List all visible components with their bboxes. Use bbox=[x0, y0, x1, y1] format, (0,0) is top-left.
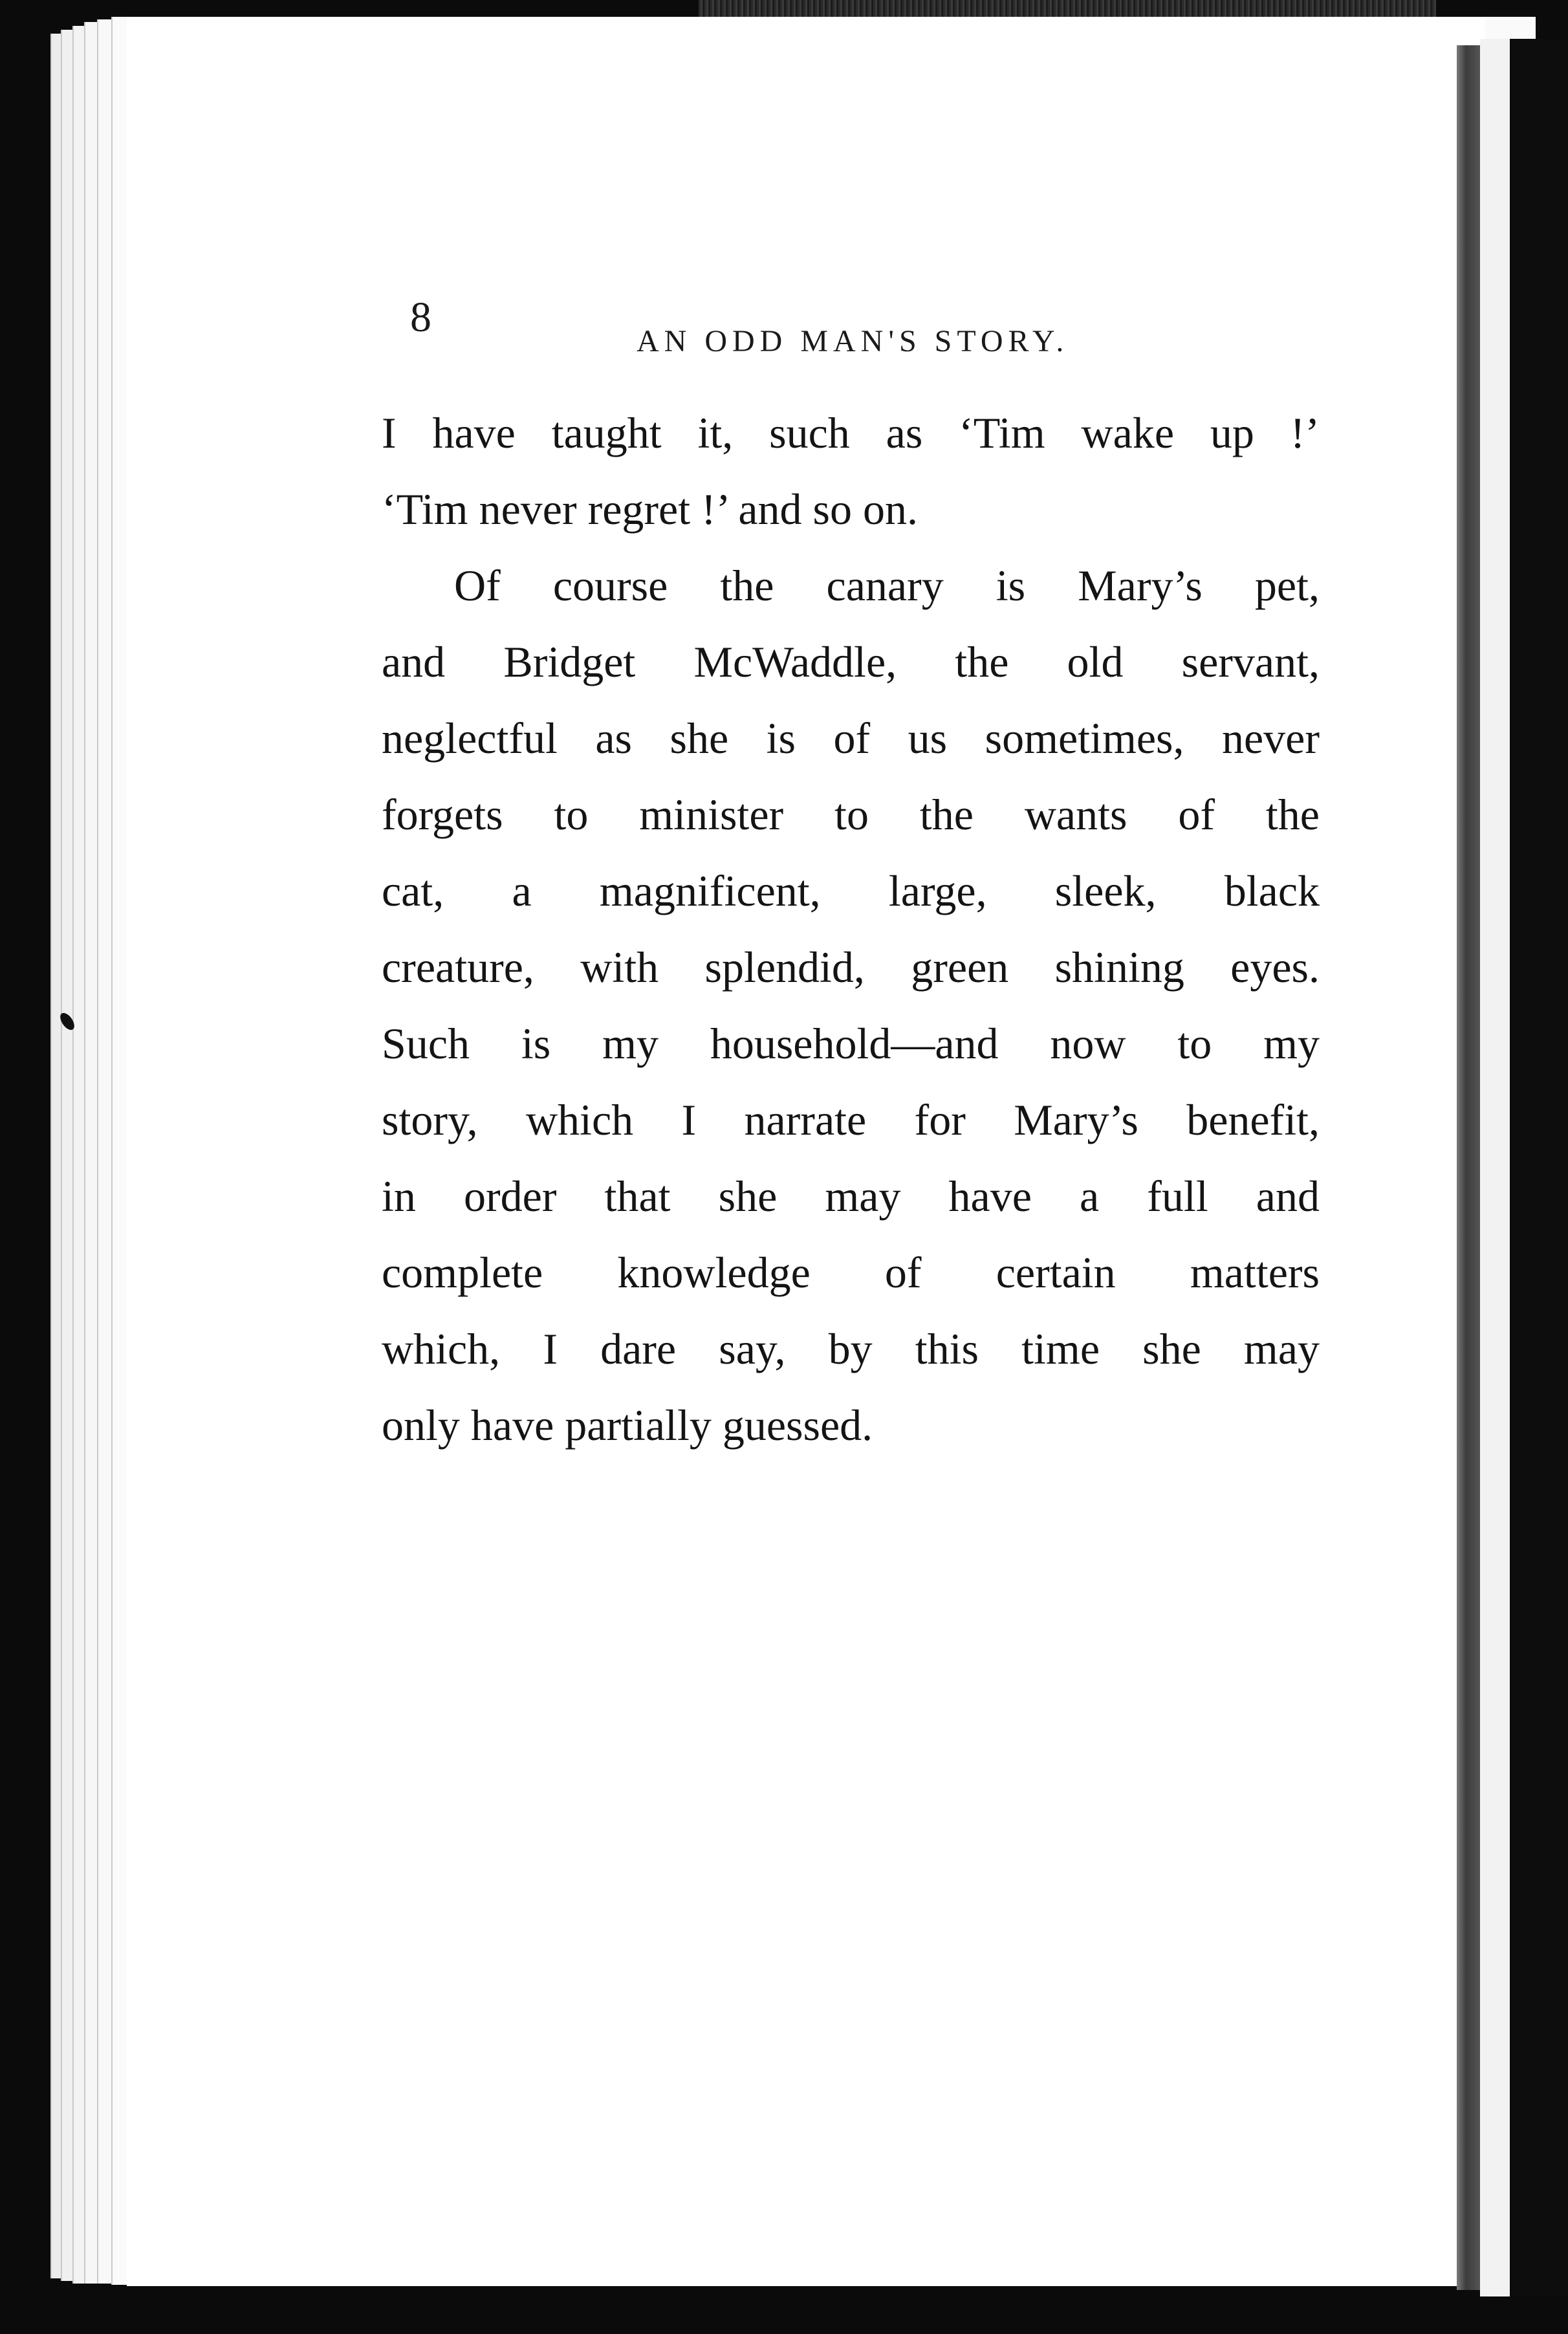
text-line: Such is my household—and now to my bbox=[382, 1019, 1320, 1068]
text-line: forgets to minister to the wants of the bbox=[382, 790, 1320, 839]
text-line: which, I dare say, by this time she may bbox=[382, 1324, 1320, 1373]
page-number: 8 bbox=[410, 294, 431, 341]
text-line: I have taught it, such as ‘Tim wake up !’ bbox=[382, 408, 1320, 457]
text-line: complete knowledge of certain matters bbox=[382, 1248, 1320, 1297]
scan-background bbox=[1510, 39, 1568, 2296]
text-line: only have partially guessed. bbox=[382, 1401, 873, 1450]
text-line: in order that she may have a full and bbox=[382, 1172, 1320, 1221]
text-line: story, which I narrate for Mary’s benefit, bbox=[382, 1095, 1320, 1144]
text-line: and Bridget McWaddle, the old servant, bbox=[382, 637, 1320, 686]
text-line: Of course the canary is Mary’s pet, bbox=[454, 561, 1320, 610]
text-line: creature, with splendid, green shining eyes. bbox=[382, 943, 1320, 992]
text-line: cat, a magnificent, large, sleek, black bbox=[382, 866, 1320, 915]
body-text bbox=[382, 395, 1320, 1463]
running-title: AN ODD MAN'S STORY. bbox=[637, 324, 1069, 358]
text-line: ‘Tim never regret !’ and so on. bbox=[382, 485, 919, 534]
text-line: neglectful as she is of us sometimes, never bbox=[382, 714, 1320, 763]
facing-page-edge bbox=[1480, 39, 1510, 2296]
spine-shadow bbox=[1457, 45, 1480, 2290]
